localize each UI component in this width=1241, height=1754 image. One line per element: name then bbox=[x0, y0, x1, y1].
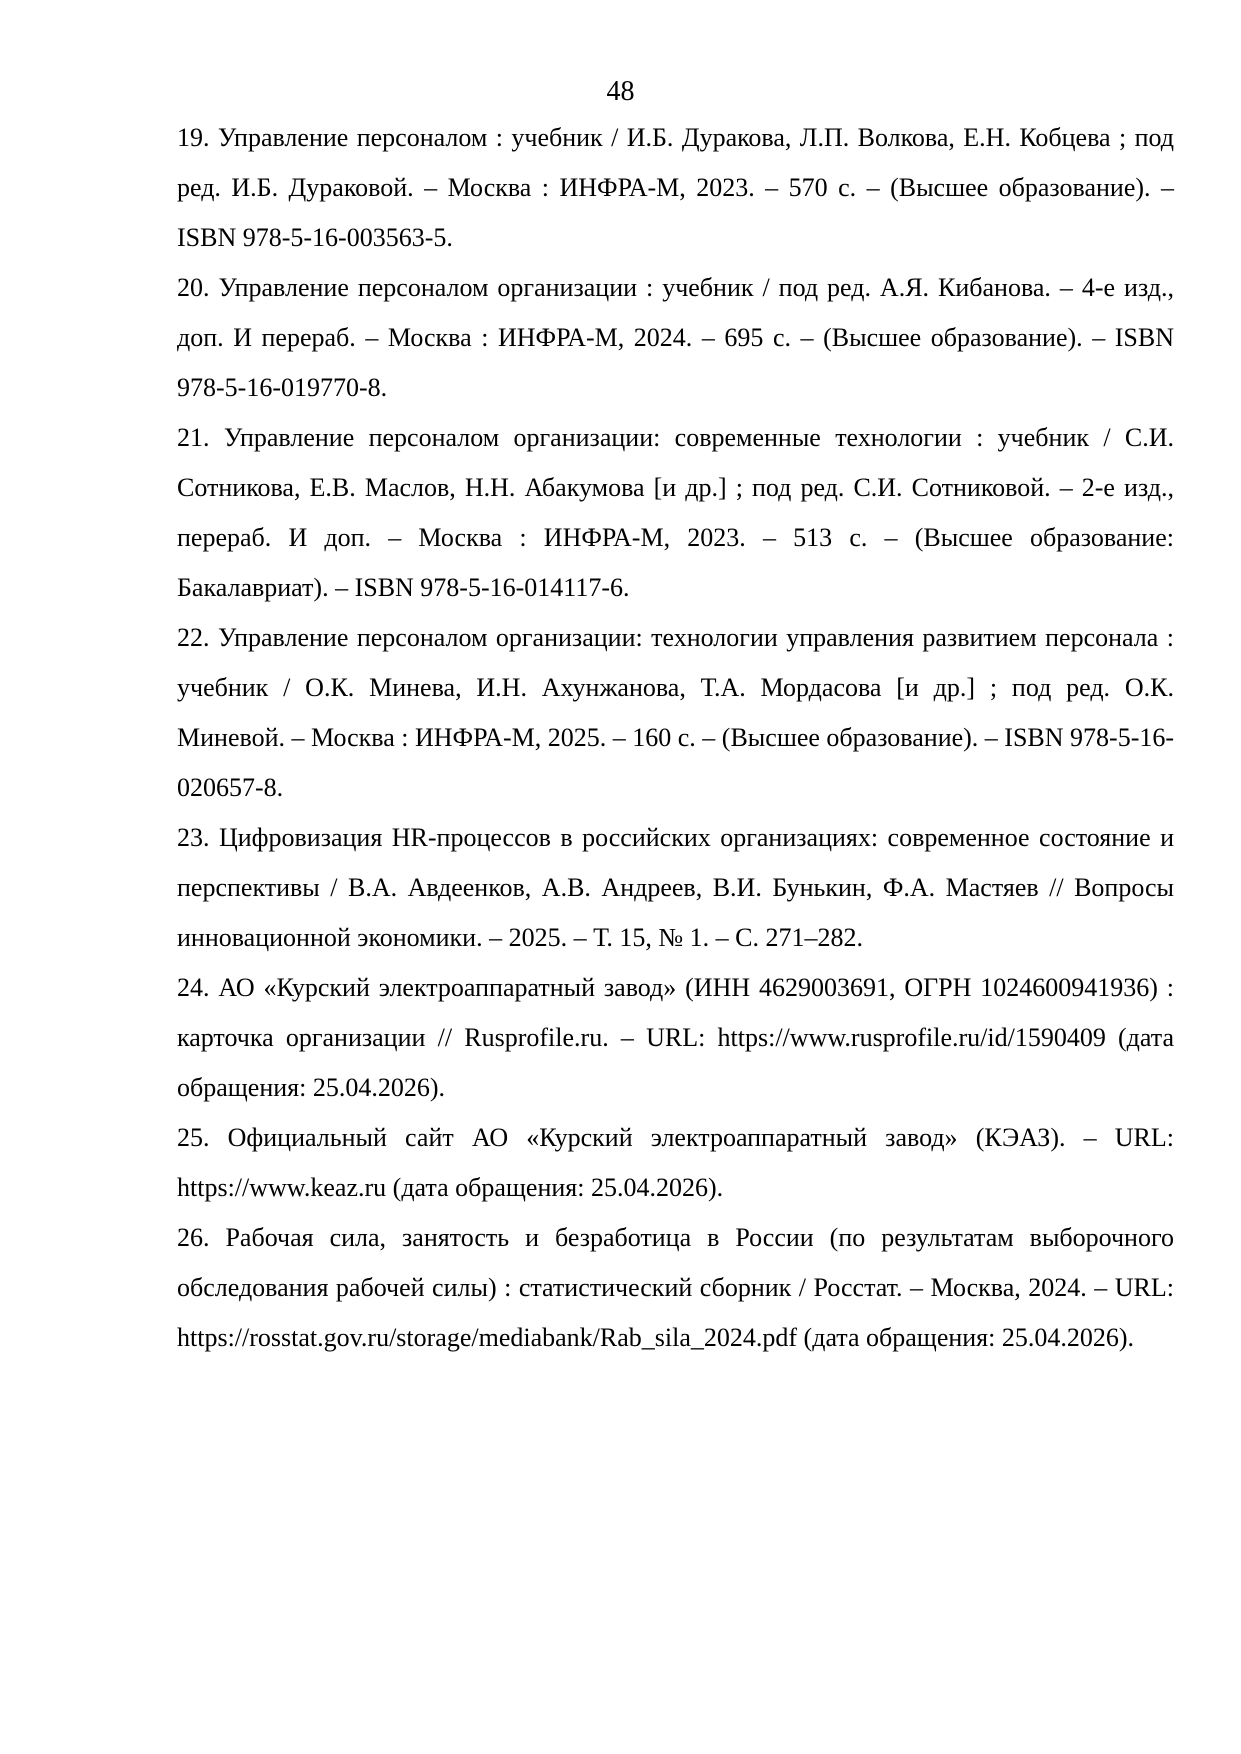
reference-text: Рабочая сила, занятость и безработица в России (по результатам выборочного обследования рабочей силы) : статистический сборник / Росстат. – Москва, 2024. – URL: https://rosstat.gov.ru/storage/mediabank/Rab_sila_2024.pdf (дата обращения: 25.04.2026). bbox=[177, 1223, 1174, 1352]
reference-number: 20. bbox=[177, 273, 210, 302]
reference-text: Управление персоналом организации : учебник / под ред. А.Я. Кибанова. – 4-е изд., доп. И перераб. – Москва : ИНФРА-М, 2024. – 695 с. – (Высшее образование). – ISBN 978-5-16-019770-8. bbox=[177, 273, 1174, 402]
reference-item-19 bbox=[177, 113, 1174, 263]
reference-number: 21. bbox=[177, 423, 210, 452]
reference-text: Управление персоналом организации: технологии управления развитием персонала : учебник / О.К. Минева, И.Н. Ахунжанова, Т.А. Мордасова [и др.] ; под ред. О.К. Миневой. – Москва : ИНФРА-М, 2025. – 160 с. – (Высшее образование). – ISBN 978-5-16-020657-8. bbox=[177, 623, 1175, 802]
reference-text: Официальный сайт АО «Курский электроаппаратный завод» (КЭАЗ). – URL: https://www.keaz.ru (дата обращения: 25.04.2026). bbox=[177, 1123, 1174, 1202]
reference-number: 22. bbox=[177, 623, 210, 652]
reference-list bbox=[177, 113, 1174, 1363]
reference-text: Цифровизация HR-процессов в российских организациях: современное состояние и перспективы / В.А. Авдеенков, А.В. Андреев, В.И. Бунькин, Ф.А. Мастяев // Вопросы инновационной экономики. – 2025. – Т. 15, № 1. – С. 271–282. bbox=[177, 823, 1174, 952]
reference-item-23 bbox=[177, 813, 1174, 963]
reference-item-25 bbox=[177, 1113, 1174, 1213]
reference-item-22 bbox=[177, 613, 1174, 813]
reference-item-21 bbox=[177, 413, 1174, 613]
reference-number: 25. bbox=[177, 1123, 210, 1152]
reference-text: АО «Курский электроаппаратный завод» (ИНН 4629003691, ОГРН 1024600941936) : карточка организации // Rusprofile.ru. – URL: https://www.rusprofile.ru/id/1590409 (дата обращения: 25.04.2026). bbox=[177, 973, 1175, 1102]
reference-item-20 bbox=[177, 263, 1174, 413]
reference-text: Управление персоналом : учебник / И.Б. Дуракова, Л.П. Волкова, Е.Н. Кобцева ; под ред. И.Б. Дураковой. – Москва : ИНФРА-М, 2023. – 570 с. – (Высшее образование). – ISBN 978-5-16-003563-5. bbox=[177, 123, 1175, 252]
reference-number: 23. bbox=[177, 823, 210, 852]
reference-number: 24. bbox=[177, 973, 210, 1002]
reference-number: 26. bbox=[177, 1223, 210, 1252]
reference-item-24 bbox=[177, 963, 1174, 1113]
reference-item-26 bbox=[177, 1213, 1174, 1363]
page-number: 48 bbox=[606, 76, 635, 107]
reference-text: Управление персоналом организации: современные технологии : учебник / С.И. Сотникова, Е.В. Маслов, Н.Н. Абакумова [и др.] ; под ред. С.И. Сотниковой. – 2-е изд., перераб. И доп. – Москва : ИНФРА-М, 2023. – 513 с. – (Высшее образование: Бакалавриат). – ISBN 978-5-16-014117-6. bbox=[177, 423, 1175, 602]
reference-number: 19. bbox=[177, 123, 210, 152]
